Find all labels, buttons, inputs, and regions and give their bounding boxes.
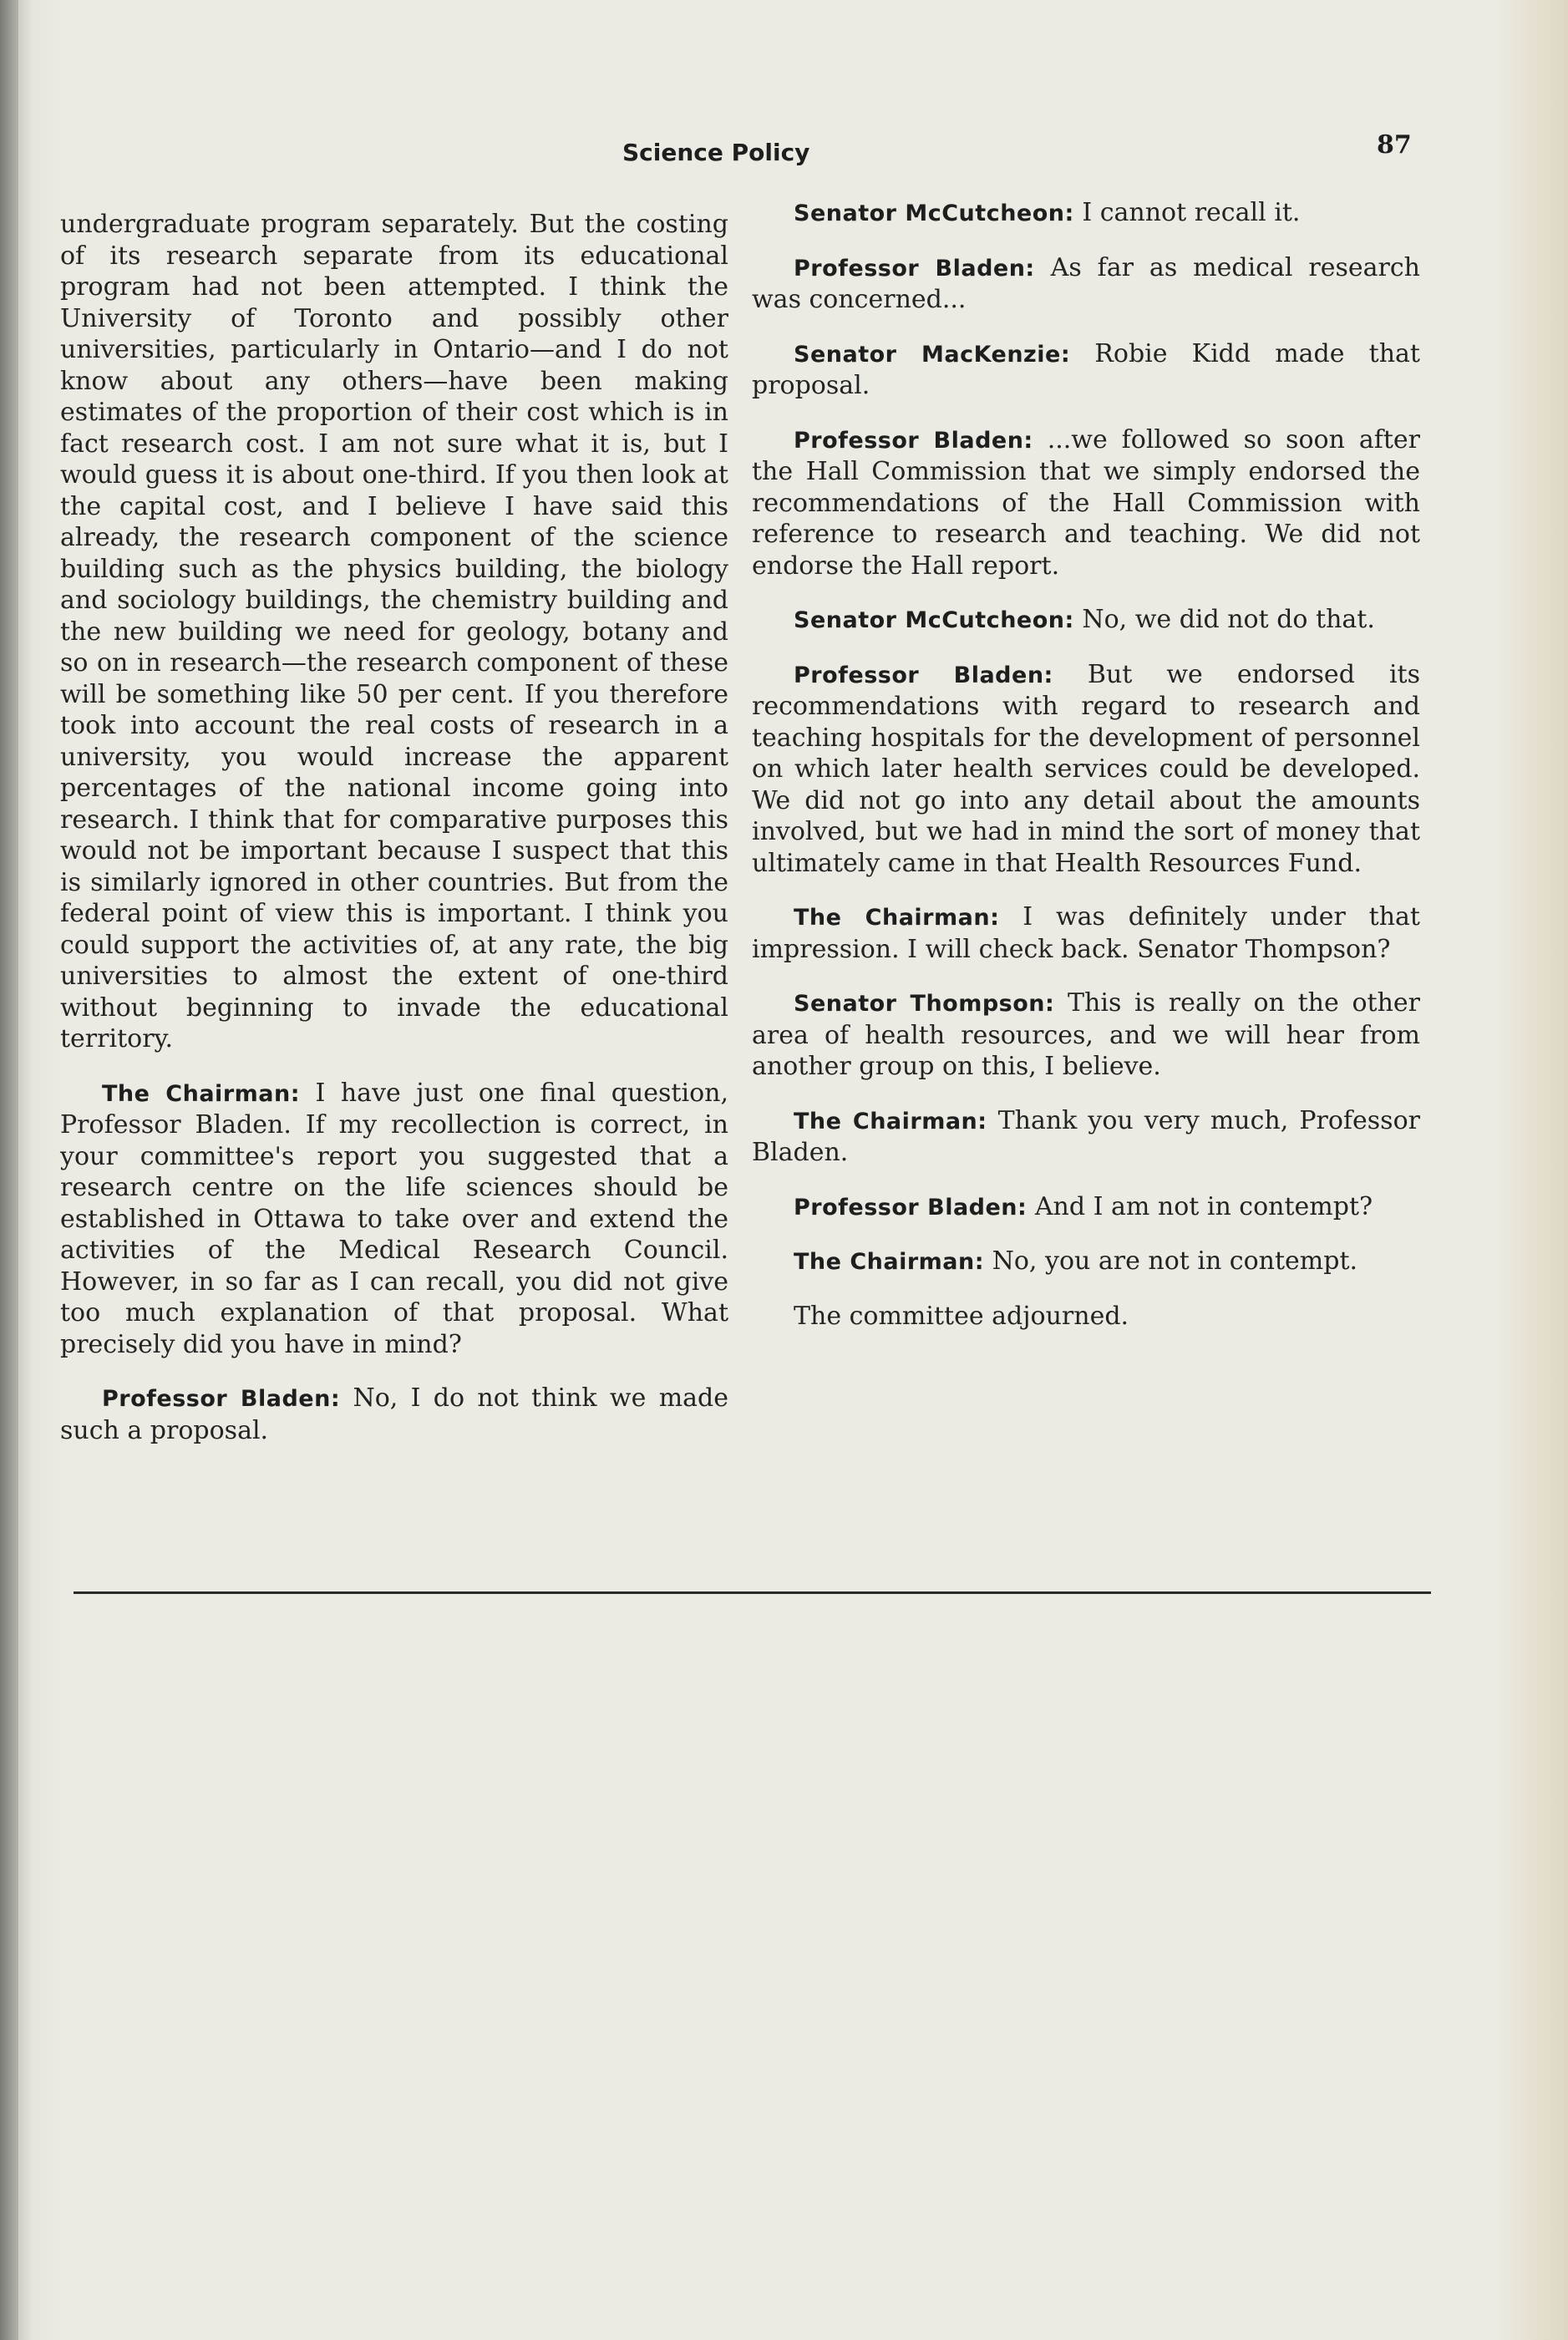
speech-entry [752, 1246, 1420, 1278]
speaker-label: Senator MacKenzie: [794, 341, 1071, 368]
speech-entry [752, 1191, 1420, 1224]
speech-text: No, I do not think we made such a proposal. [60, 1383, 728, 1445]
speaker-label: The Chairman: [794, 1108, 987, 1134]
speech-text: Thank you very much, Professor Bladen. [752, 1105, 1420, 1167]
speaker-label: Professor Bladen: [102, 1386, 341, 1412]
speech-text: No, you are not in contempt. [992, 1246, 1358, 1276]
speech-entry [752, 901, 1420, 965]
speech-entry [752, 252, 1420, 316]
speaker-label: The Chairman: [102, 1080, 301, 1107]
left-column [60, 209, 728, 1446]
adjournment-note: The committee adjourned. [794, 1301, 1129, 1331]
speech-entry [752, 1105, 1420, 1169]
speech-entry [752, 659, 1420, 880]
speaker-label: The Chairman: [794, 905, 1000, 931]
speech-text: As far as medical research was concerned... [752, 252, 1420, 314]
speech-text: And I am not in contempt? [1034, 1191, 1373, 1221]
speech-text: This is really on the other area of health resources, and we will hear from another group on this, I believe. [752, 988, 1420, 1081]
speech-text: I cannot recall it. [1082, 198, 1301, 227]
speech-text: But we endorsed its recommendations with regard to research and teaching hospitals for the development of personnel on which later health services could be developed. We did not go into any detail about the amounts involved, but we had in mind the sort of money that ultimately came in that Health Resources Fund. [752, 659, 1420, 878]
speaker-label: Professor Bladen: [794, 662, 1053, 688]
speaker-label: Professor Bladen: [794, 427, 1033, 454]
speech-entry [752, 604, 1420, 637]
speaker-label: Professor Bladen: [794, 255, 1035, 282]
book-spine-shadow [0, 0, 18, 2340]
speaker-label: Senator Thompson: [794, 991, 1055, 1017]
speech-text: ...we followed so soon after the Hall Commission that we simply endorsed the recommendations of the Hall Commission with reference to research and teaching. We did not endorse the Hall report. [752, 424, 1420, 581]
speech-entry [752, 424, 1420, 582]
speech-text: No, we did not do that. [1082, 605, 1375, 634]
running-head: Science Policy [622, 139, 810, 166]
speech-bladen-reply [60, 1383, 728, 1446]
speech-chairman-question [60, 1078, 728, 1361]
right-column [752, 197, 1420, 1332]
page-number: 87 [1377, 130, 1412, 160]
speaker-label: Professor Bladen: [794, 1194, 1028, 1221]
continued-paragraph: undergraduate program separately. But the costing of its research separate from its educational program had not been attempted. I think the University of Toronto and possibly other universities, particularly in Ontario—and I do not know about any others—have been making estimates of the proportion of their cost which is in fact research cost. I am not sure what it is, but I would guess it is about one-third. If you then look at the capital cost, and I believe I have said this already, the research component of the science building such as the physics building, the biology and sociology buildings, the chemistry building and the new building we need for geology, botany and so on in research—the research component of these will be something like 50 per cent. If you therefore took into account the real costs of research in a university, you would increase the apparent percentages of the national income going into research. I think that for comparative purposes this would not be important because I suspect that this is similarly ignored in other countries. But from the federal point of view this is important. I think you could support the activities of, at any rate, the big universities to almost the extent of one-third without beginning to invade the educational territory. [60, 210, 728, 1053]
speaker-label: Senator McCutcheon: [794, 607, 1074, 633]
end-rule [74, 1591, 1431, 1594]
speech-entry [752, 987, 1420, 1083]
speech-text: I was definitely under that impression. I will check back. Senator Thompson? [752, 902, 1420, 964]
speech-entry [752, 338, 1420, 402]
speech-text: I have just one final question, Professor Bladen. If my recollection is correct, in your committee's report you suggested that a research centre on the life sciences should be established in Ottawa to take over and extend the activities of the Medical Research Council. However, in so far as I can recall, you did not give too much explanation of that proposal. What precisely did you have in mind? [60, 1078, 728, 1359]
speaker-label: The Chairman: [794, 1249, 985, 1275]
speech-text: Robie Kidd made that proposal. [752, 338, 1420, 400]
speaker-label: Senator McCutcheon: [794, 200, 1074, 226]
speech-entry [752, 197, 1420, 230]
